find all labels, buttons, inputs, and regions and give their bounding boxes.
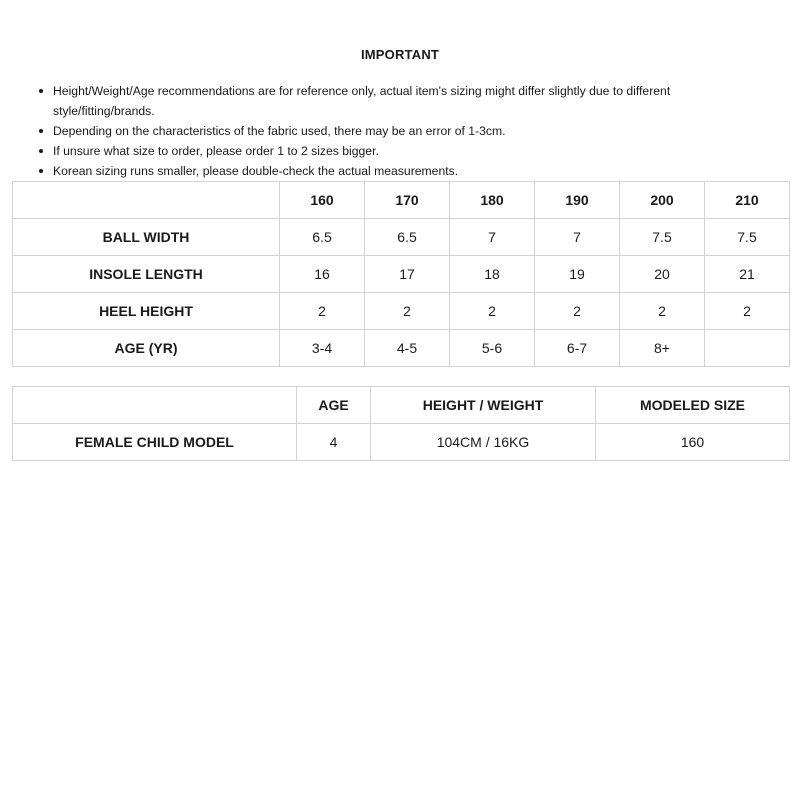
modeled-size-header: MODELED SIZE <box>596 387 790 424</box>
table-cell: 2 <box>280 293 365 330</box>
table-cell: 7.5 <box>705 219 790 256</box>
note-item: Korean sizing runs smaller, please double-check the actual measurements. <box>36 161 756 181</box>
model-header-row <box>13 387 790 424</box>
table-cell: 18 <box>450 256 535 293</box>
model-info-table <box>12 386 790 461</box>
table-cell: 21 <box>705 256 790 293</box>
note-item: Height/Weight/Age recommendations are for reference only, actual item's sizing might differ slightly due to different style/fitting/brands. <box>36 81 756 121</box>
age-header: AGE <box>297 387 371 424</box>
table-cell: 7 <box>535 219 620 256</box>
table-row <box>13 256 790 293</box>
row-label: BALL WIDTH <box>13 219 280 256</box>
size-header: 200 <box>620 182 705 219</box>
table-cell: 5-6 <box>450 330 535 367</box>
table-cell: 7.5 <box>620 219 705 256</box>
row-label: HEEL HEIGHT <box>13 293 280 330</box>
note-item: If unsure what size to order, please order 1 to 2 sizes bigger. <box>36 141 756 161</box>
row-label: AGE (YR) <box>13 330 280 367</box>
corner-cell <box>13 387 297 424</box>
table-cell: 7 <box>450 219 535 256</box>
table-cell: 2 <box>535 293 620 330</box>
table-row <box>13 330 790 367</box>
size-header: 210 <box>705 182 790 219</box>
table-row <box>13 424 790 461</box>
notes-list <box>36 81 756 181</box>
table-cell: 3-4 <box>280 330 365 367</box>
model-height-weight: 104CM / 16KG <box>371 424 596 461</box>
table-cell: 8+ <box>620 330 705 367</box>
size-header: 170 <box>365 182 450 219</box>
table-cell: 4-5 <box>365 330 450 367</box>
table-cell: 16 <box>280 256 365 293</box>
table-row <box>13 219 790 256</box>
height-weight-header: HEIGHT / WEIGHT <box>371 387 596 424</box>
table-row <box>13 293 790 330</box>
table-cell: 6.5 <box>365 219 450 256</box>
size-header: 160 <box>280 182 365 219</box>
model-age: 4 <box>297 424 371 461</box>
table-cell <box>705 330 790 367</box>
page-title: IMPORTANT <box>360 47 440 62</box>
size-header: 190 <box>535 182 620 219</box>
size-chart-table <box>12 181 790 367</box>
table-cell: 17 <box>365 256 450 293</box>
size-header-row <box>13 182 790 219</box>
table-cell: 6-7 <box>535 330 620 367</box>
size-header: 180 <box>450 182 535 219</box>
model-label: FEMALE CHILD MODEL <box>13 424 297 461</box>
table-cell: 2 <box>705 293 790 330</box>
table-cell: 6.5 <box>280 219 365 256</box>
table-cell: 2 <box>620 293 705 330</box>
row-label: INSOLE LENGTH <box>13 256 280 293</box>
note-item: Depending on the characteristics of the fabric used, there may be an error of 1-3cm. <box>36 121 756 141</box>
table-cell: 19 <box>535 256 620 293</box>
table-cell: 2 <box>450 293 535 330</box>
model-modeled-size: 160 <box>596 424 790 461</box>
corner-cell <box>13 182 280 219</box>
table-cell: 20 <box>620 256 705 293</box>
table-cell: 2 <box>365 293 450 330</box>
